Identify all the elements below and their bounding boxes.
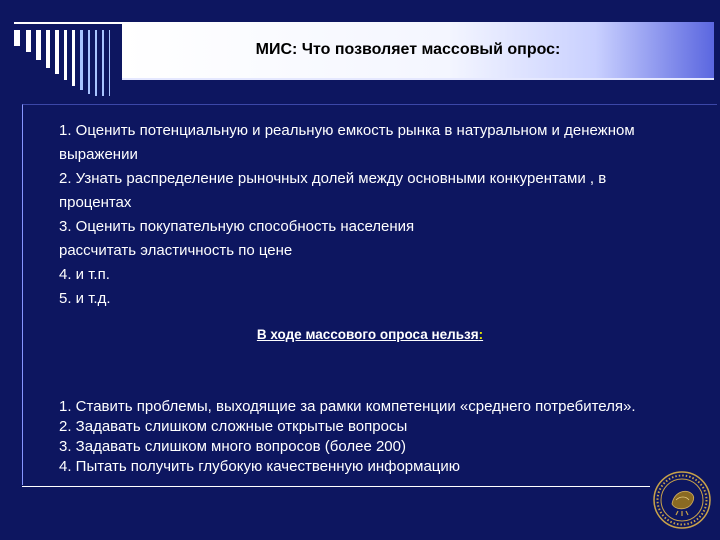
list-item: 2. Узнать распределение рыночных долей между основными конкурентами , в — [59, 170, 607, 187]
decor-bar — [36, 30, 41, 60]
decor-bar — [80, 30, 83, 90]
decor-bar — [72, 30, 75, 86]
list-item: выражении — [59, 146, 138, 163]
decor-bar — [109, 30, 110, 96]
decor-bar — [88, 30, 90, 94]
list-item: 2. Задавать слишком сложные открытые вопросы — [59, 418, 408, 435]
list-item: процентах — [59, 194, 132, 211]
list-item: 5. и т.д. — [59, 290, 111, 307]
decor-bar — [55, 30, 59, 74]
section-heading-colon: : — [478, 327, 484, 342]
list-item: 3. Задавать слишком много вопросов (более 200) — [59, 438, 406, 455]
list-item: 3. Оценить покупательную способность населения — [59, 218, 415, 235]
list-item: 4. и т.п. — [59, 266, 110, 283]
decor-bar — [14, 30, 20, 46]
section-heading — [23, 327, 717, 342]
slide-title: МИС: Что позволяет массовый опрос: — [255, 41, 561, 58]
list-item: 1. Оценить потенциальную и реальную емкость рынка в натуральном и денежном — [59, 122, 635, 139]
decor-bar — [64, 30, 67, 80]
section-heading-text: В ходе массового опроса нельзя — [256, 327, 479, 342]
bottom-frame-line — [22, 486, 650, 487]
title-box — [122, 22, 714, 80]
content-area — [22, 104, 717, 485]
list-item: 1. Ставить проблемы, выходящие за рамки компетенции «среднего потребителя». — [59, 398, 636, 415]
decor-bar — [102, 30, 104, 96]
university-seal-icon — [652, 470, 712, 530]
decorative-bars — [14, 30, 124, 96]
list-item: 4. Пытать получить глубокую качественную информацию — [59, 458, 461, 475]
decor-bar — [46, 30, 50, 68]
list-item: рассчитать эластичность по цене — [59, 242, 293, 259]
decor-bar — [95, 30, 97, 96]
decor-bar — [26, 30, 31, 52]
